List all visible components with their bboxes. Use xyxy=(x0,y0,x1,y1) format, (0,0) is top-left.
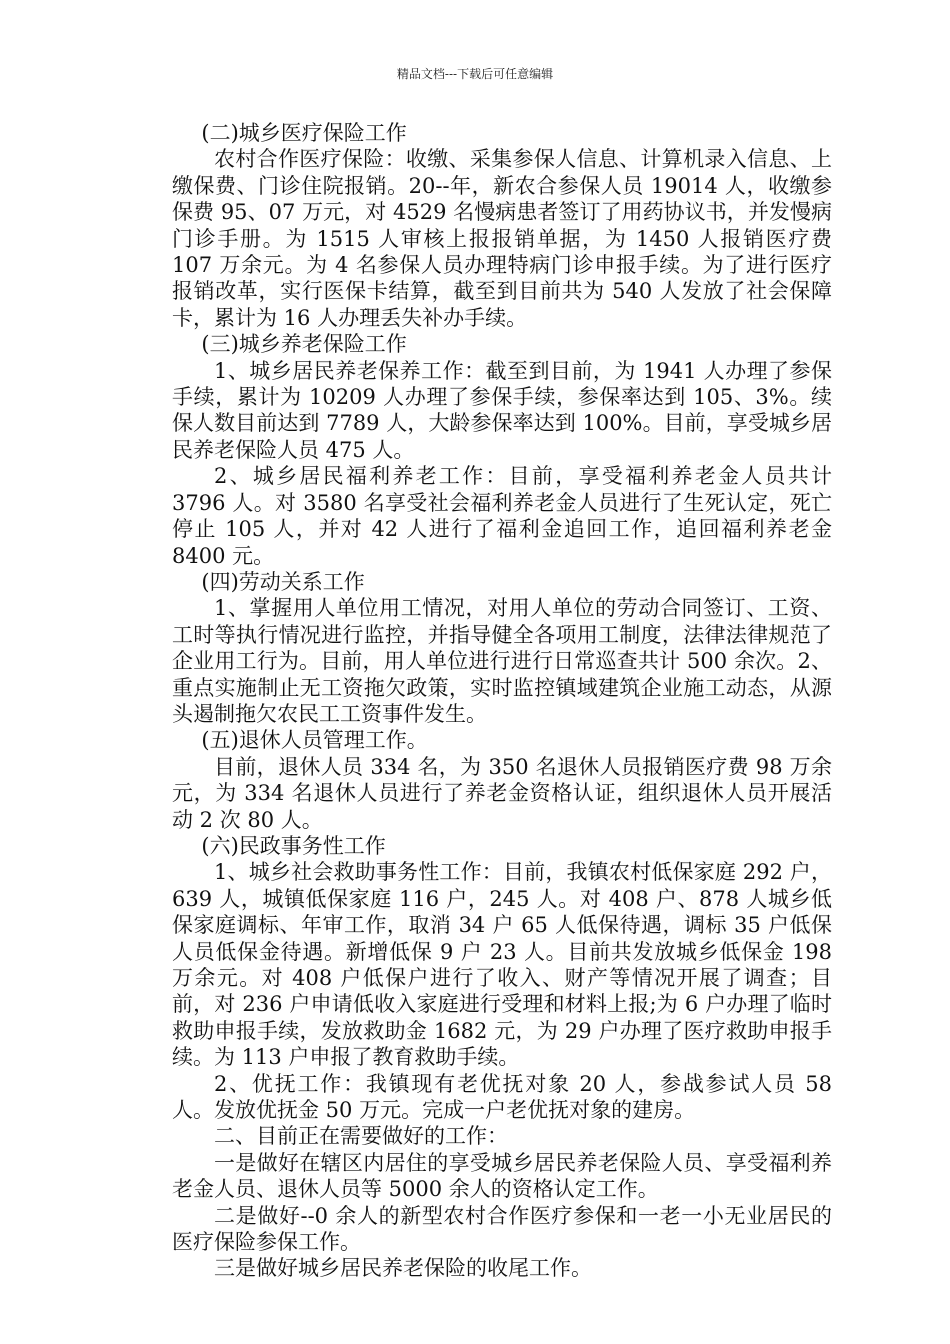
section-heading-labor-relations: (四)劳动关系工作 xyxy=(201,569,365,594)
paragraph-labor-relations: 1、掌握用人单位用工情况，对用人单位的劳动合同签订、工资、工时等执行情况进行监控，并指导健全各项用工制度，法律法律规范了企业用工行为。目前，用人单位进行进行日常巡查共计 500 余次。2、重点实施制止无工资拖欠政策，实时监控镇域建筑企业施工动态，从源头遏制拖欠农民工工资事件发生。 xyxy=(172,596,832,726)
section-heading-pension-insurance: (三)城乡养老保险工作 xyxy=(201,332,407,357)
paragraph-welfare-pension: 2、城乡居民福利养老工作：目前，享受福利养老金人员共计 3796 人。对 3580 名享受社会福利养老金人员进行了生死认定，死亡停止 105 人，并对 42 人进行了福利金追回工作，追回福利养老金 8400 元。 xyxy=(172,464,832,568)
paragraph-task-three: 三是做好城乡居民养老保险的收尾工作。 xyxy=(214,1256,592,1281)
page-header: 精品文档---下载后可任意编辑 xyxy=(396,67,554,81)
paragraph-task-one: 一是做好在辖区内居住的享受城乡居民养老保险人员、享受福利养老金人员、退休人员等 5000 余人的资格认定工作。 xyxy=(172,1150,832,1202)
paragraph-resident-pension: 1、城乡居民养老保养工作：截至到目前，为 1941 人办理了参保手续，累计为 10209 人办理了参保手续，参保率达到 105、3%。续保人数目前达到 7789 人，大龄参保率达到 100%。目前，享受城乡居民养老保险人员 475 人。 xyxy=(172,358,832,462)
section-heading-medical-insurance: (二)城乡医疗保险工作 xyxy=(201,121,407,145)
document-body xyxy=(172,120,832,1282)
section-heading-retiree-management: (五)退休人员管理工作。 xyxy=(201,728,428,753)
section-heading-civil-affairs: (六)民政事务性工作 xyxy=(201,833,386,858)
paragraph-task-two: 二是做好--0 余人的新型农村合作医疗参保和一老一小无业居民的医疗保险参保工作。 xyxy=(172,1203,832,1255)
paragraph-retiree-management: 目前，退休人员 334 名，为 350 名退休人员报销医疗费 98 万余元，为 334 名退休人员进行了养老金资格认证，组织退休人员开展活动 2 次 80 人。 xyxy=(172,754,832,832)
paragraph-social-assistance: 1、城乡社会救助事务性工作：目前，我镇农村低保家庭 292 户，639 人，城镇低保家庭 116 户，245 人。对 408 户、878 人城乡低保家庭调标、年审工作，取消 34 户 65 人低保待遇，调标 35 户低保人员低保金待遇。新增低保 9 户 23 人。目前共发放城乡低保金 198 万余元。对 408 户低保户进行了收入、财产等情况开展了调查；目前，对 236 户申请低收入家庭进行受理和材料上报;为 6 户办理了临时救助申报手续，发放救助金 1682 元，为 29 户办理了医疗救助申报手续。为 113 户申报了教育救助手续。 xyxy=(172,860,832,1070)
paragraph-rural-cooperative-medical: 农村合作医疗保险：收缴、采集参保人信息、计算机录入信息、上缴保费、门诊住院报销。20--年，新农合参保人员 19014 人，收缴参保费 95、07 万元，对 4529 名慢病患者签订了用药协议书，并发慢病门诊手册。为 1515 人审核上报报销单据，为 1450 人报销医疗费 107 万余元。为 4 名参保人员办理特病门诊申报手续。为了进行医疗报销改革，实行医保卡结算，截至到目前共为 540 人发放了社会保障卡，累计为 16 人办理丢失补办手续。 xyxy=(172,147,832,330)
paragraph-special-care: 2、优抚工作：我镇现有老优抚对象 20 人，参战参试人员 58 人。发放优抚金 50 万元。完成一户老优抚对象的建房。 xyxy=(172,1071,832,1123)
paragraph-current-tasks-heading: 二、目前正在需要做好的工作： xyxy=(214,1124,508,1149)
